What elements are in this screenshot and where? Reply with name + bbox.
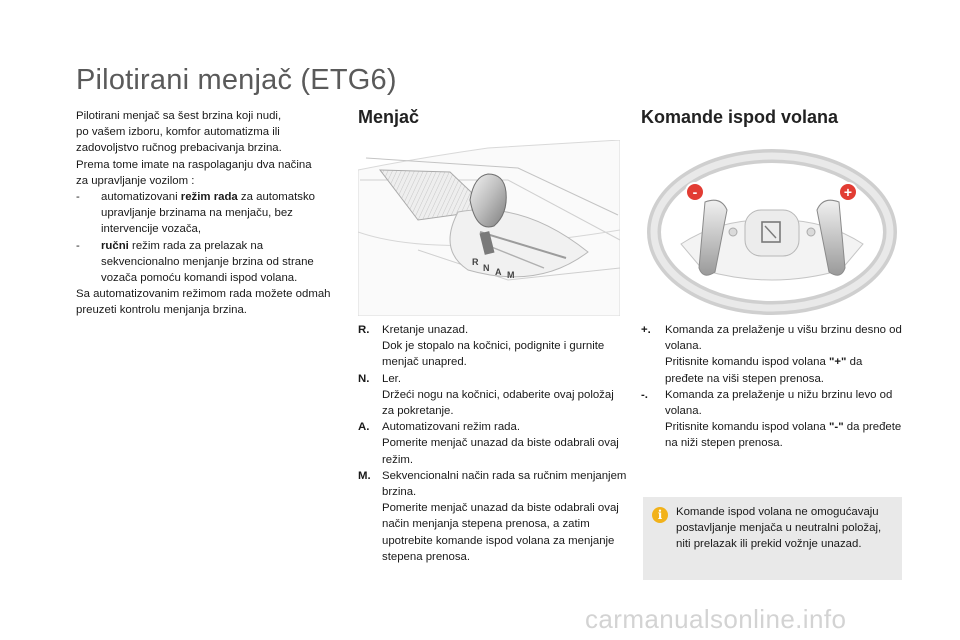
- gate-letter: R: [472, 257, 479, 267]
- intro-line: zadovoljstvo ručnog prebacivanja brzina.: [76, 142, 282, 155]
- list-item: [358, 371, 628, 387]
- intro-line: po vašem izboru, komfor automatizma ili: [76, 126, 280, 139]
- page-title: Pilotirani menjač (ETG6): [76, 64, 397, 96]
- pointing-hand-icon: [358, 435, 382, 467]
- gate-letter: N: [483, 263, 490, 273]
- list-item: [358, 435, 628, 467]
- bullet-dash: -: [76, 191, 80, 204]
- paddle-plus-label: +: [843, 184, 853, 200]
- intro-bullet-manual: [76, 238, 338, 287]
- paddle-text: da pređete na niži stepen prenosa.: [665, 421, 902, 450]
- paddle-key: +.: [641, 324, 651, 336]
- gear-key: A.: [358, 421, 370, 434]
- list-item: [641, 387, 903, 419]
- intro-line: Pilotirani menjač sa šest brzina koji nudi,: [76, 110, 282, 122]
- gear-positions-list: [358, 322, 628, 565]
- watermark: carmanualsonline.info: [585, 604, 847, 634]
- intro-line: za upravljanje vozilom :: [76, 174, 195, 187]
- pointing-hand-icon: [358, 338, 382, 370]
- paddle-text: da pređete na viši stepen prenosa.: [665, 356, 863, 385]
- paddle-text: Pritisnite komandu ispod volana: [665, 356, 829, 369]
- bullet-text: režim rada za prelazak na sekvencionalno menjanje brzina od strane vozača pomoću komandi ispod volana.: [101, 239, 314, 285]
- gear-key: R.: [358, 324, 370, 336]
- list-item: [358, 338, 628, 370]
- info-icon: i: [652, 507, 668, 523]
- gear-text: Držeći nogu na kočnici, odaberite ovaj položaj za pokretanje.: [382, 388, 614, 418]
- gear-key: N.: [358, 372, 370, 385]
- paddle-minus-label: -: [692, 184, 698, 200]
- info-note: [643, 497, 902, 580]
- paddle-key: -.: [641, 388, 648, 401]
- gear-text: Sekvencionalni način rada sa ručnim menjanjem brzina.: [382, 469, 627, 499]
- list-item: [358, 500, 628, 565]
- gear-selector-drawing: [358, 140, 620, 316]
- pointing-hand-icon: [358, 387, 382, 419]
- pointing-hand-icon: [358, 500, 382, 565]
- gear-text: Ler.: [382, 372, 401, 385]
- list-item: [358, 387, 628, 419]
- paddle-text: Pritisnite komandu ispod volana: [665, 421, 829, 434]
- steering-wheel-drawing: [641, 140, 903, 316]
- intro-line: Prema tome imate na raspolaganju dva načina: [76, 158, 312, 171]
- list-item: [641, 354, 903, 386]
- bullet-bold: ručni: [101, 239, 129, 252]
- gear-text: Automatizovani režim rada.: [382, 421, 521, 434]
- paddle-symbol: "+": [829, 356, 847, 369]
- section-title-menjac: Menjač: [358, 107, 420, 127]
- paddle-symbol: "-": [829, 421, 844, 434]
- list-item: [641, 419, 903, 451]
- pointing-hand-icon: [641, 354, 665, 386]
- info-note-text: Komande ispod volana ne omogućavaju postavljanje menjača u neutralni položaj, niti prelazak ili prekid vožnje unazad.: [676, 506, 882, 551]
- steering-wheel-illustration: [641, 140, 903, 316]
- gear-text: Kretanje unazad.: [382, 324, 469, 336]
- bullet-bold: režim rada: [180, 191, 238, 204]
- paddle-text: Komanda za prelaženje u nižu brzinu levo od volana.: [665, 388, 893, 418]
- gear-key: M.: [358, 469, 371, 482]
- paddle-text: Komanda za prelaženje u višu brzinu desno od volana.: [665, 324, 902, 353]
- bullet-text: za automatsko upravljanje brzinama na menjaču, bez intervencije vozača,: [101, 191, 316, 236]
- gear-text: Pomerite menjač unazad da biste odabrali ovaj način menjanja stepena prenosa, a zatim upotrebite komande ispod volana za menjanje stepena prenosa.: [382, 502, 619, 563]
- list-item: [358, 419, 628, 435]
- gear-text: Dok je stopalo na kočnici, podignite i gurnite menjač unapred.: [382, 340, 605, 369]
- gear-selector-illustration: [358, 140, 620, 316]
- bullet-dash: -: [76, 239, 80, 252]
- intro-bullet-automatic: [76, 189, 338, 238]
- section-title-komande: Komande ispod volana: [641, 107, 839, 127]
- gear-text: Pomerite menjač unazad da biste odabrali ovaj režim.: [382, 437, 619, 466]
- paddle-controls-list: [641, 322, 903, 452]
- bullet-text: automatizovani: [101, 191, 181, 204]
- list-item: [358, 468, 628, 500]
- pointing-hand-icon: [641, 419, 665, 451]
- intro-closing: Sa automatizovanim režimom rada možete odmah preuzeti kontrolu menjanja brzina.: [76, 288, 331, 317]
- list-item: [641, 322, 903, 354]
- gate-letter: A: [495, 267, 502, 277]
- intro-text: [76, 108, 338, 319]
- gate-letter: M: [507, 270, 515, 280]
- list-item: [358, 322, 628, 338]
